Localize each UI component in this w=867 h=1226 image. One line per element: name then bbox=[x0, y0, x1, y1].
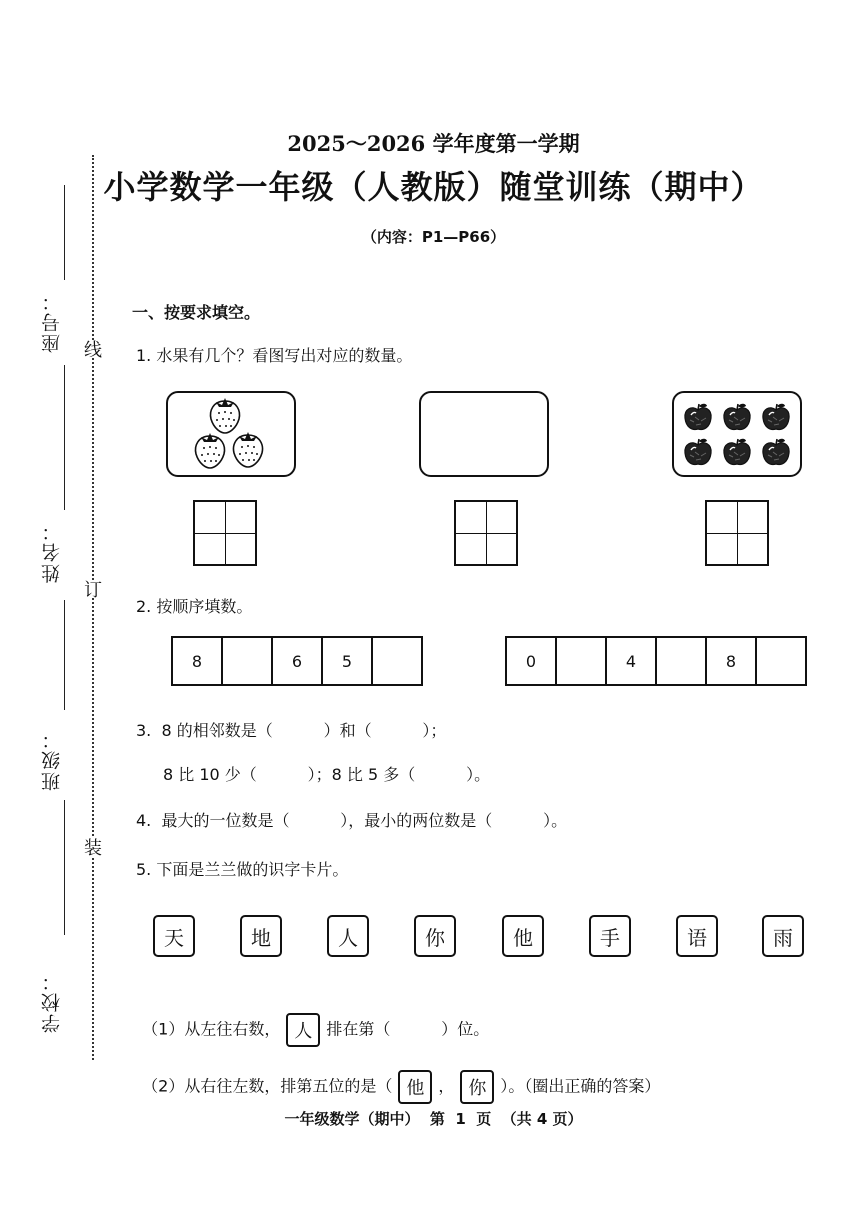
strawberry-icon bbox=[168, 393, 294, 475]
class-line bbox=[64, 800, 65, 935]
sub-2-prefix: （2）从右往左数，排第五位的是（ bbox=[142, 1076, 393, 1096]
char-card: 人 bbox=[327, 915, 369, 957]
char-card: 雨 bbox=[762, 915, 804, 957]
apple-icon bbox=[674, 393, 800, 475]
char-card: 他 bbox=[502, 915, 544, 957]
sequence-right bbox=[505, 636, 807, 686]
sub-2-separator: ， bbox=[438, 1076, 455, 1096]
sub-2-suffix: ）。（圈出正确的答案） bbox=[500, 1076, 661, 1096]
answer-grid[interactable] bbox=[454, 500, 518, 566]
section-heading: 一、按要求填空。 bbox=[132, 303, 261, 322]
answer-choice-card[interactable]: 他 bbox=[398, 1070, 432, 1104]
char-card: 你 bbox=[414, 915, 456, 957]
question-3-line-2: 8 比 10 少（ ）；8 比 5 多（ ）。 bbox=[163, 765, 491, 784]
seat-label: 座号： bbox=[41, 290, 63, 353]
binding-dotted-line bbox=[92, 155, 94, 1060]
seat-line-lower bbox=[64, 365, 65, 445]
sequence-left bbox=[171, 636, 423, 686]
sequence-cell: 8 bbox=[707, 638, 757, 684]
page-title: 小学数学一年级（人教版）随堂训练（期中） bbox=[103, 168, 764, 206]
sequence-blank[interactable] bbox=[223, 638, 273, 684]
question-1: 1. 水果有几个？看图写出对应的数量。 bbox=[136, 346, 413, 365]
content-range: （内容：P1—P66） bbox=[361, 228, 506, 246]
question-5: 5. 下面是兰兰做的识字卡片。 bbox=[136, 860, 349, 879]
sequence-blank[interactable] bbox=[373, 638, 421, 684]
question-4: 4. 最大的一位数是（ ），最小的两位数是（ ）。 bbox=[136, 811, 568, 830]
bind-char-order: 订 bbox=[81, 580, 102, 598]
sub-1-suffix: 排在第（ ）位。 bbox=[326, 1019, 490, 1039]
fruit-box-apples bbox=[672, 391, 802, 477]
name-line-lower bbox=[64, 600, 65, 710]
answer-choice-card[interactable]: 你 bbox=[460, 1070, 494, 1104]
char-card: 手 bbox=[589, 915, 631, 957]
school-label: 学校： bbox=[41, 970, 63, 1033]
name-label: 姓名： bbox=[41, 520, 63, 583]
sequence-cell: 4 bbox=[607, 638, 657, 684]
fruit-box-empty bbox=[419, 391, 549, 477]
sequence-cell: 5 bbox=[323, 638, 373, 684]
sequence-cell: 0 bbox=[507, 638, 557, 684]
class-label: 班级： bbox=[41, 728, 63, 791]
question-5-sub-2 bbox=[132, 1051, 660, 1104]
sequence-cell: 6 bbox=[273, 638, 323, 684]
sequence-blank[interactable] bbox=[557, 638, 607, 684]
question-2: 2. 按顺序填数。 bbox=[136, 597, 253, 616]
sequence-blank[interactable] bbox=[757, 638, 805, 684]
year-term: 2025～2026 学年度第一学期 bbox=[287, 131, 580, 156]
question-3-line-1: 3. 8 的相邻数是（ ）和（ ）； bbox=[136, 721, 447, 740]
sub-1-prefix: （1）从左往右数， bbox=[142, 1019, 281, 1039]
name-line bbox=[64, 440, 65, 510]
question-5-sub-1 bbox=[132, 994, 489, 1047]
sequence-cell: 8 bbox=[173, 638, 223, 684]
answer-grid[interactable] bbox=[705, 500, 769, 566]
fruit-box-strawberries bbox=[166, 391, 296, 477]
answer-grid[interactable] bbox=[193, 500, 257, 566]
char-card: 天 bbox=[153, 915, 195, 957]
sequence-blank[interactable] bbox=[657, 638, 707, 684]
char-card: 地 bbox=[240, 915, 282, 957]
char-card: 语 bbox=[676, 915, 718, 957]
bind-char-line: 线 bbox=[81, 340, 102, 358]
page-footer: 一年级数学（期中） 第 1 页 （共 4 页） bbox=[284, 1110, 583, 1128]
bind-char-install: 装 bbox=[81, 838, 102, 856]
char-card-inline: 人 bbox=[286, 1013, 320, 1047]
